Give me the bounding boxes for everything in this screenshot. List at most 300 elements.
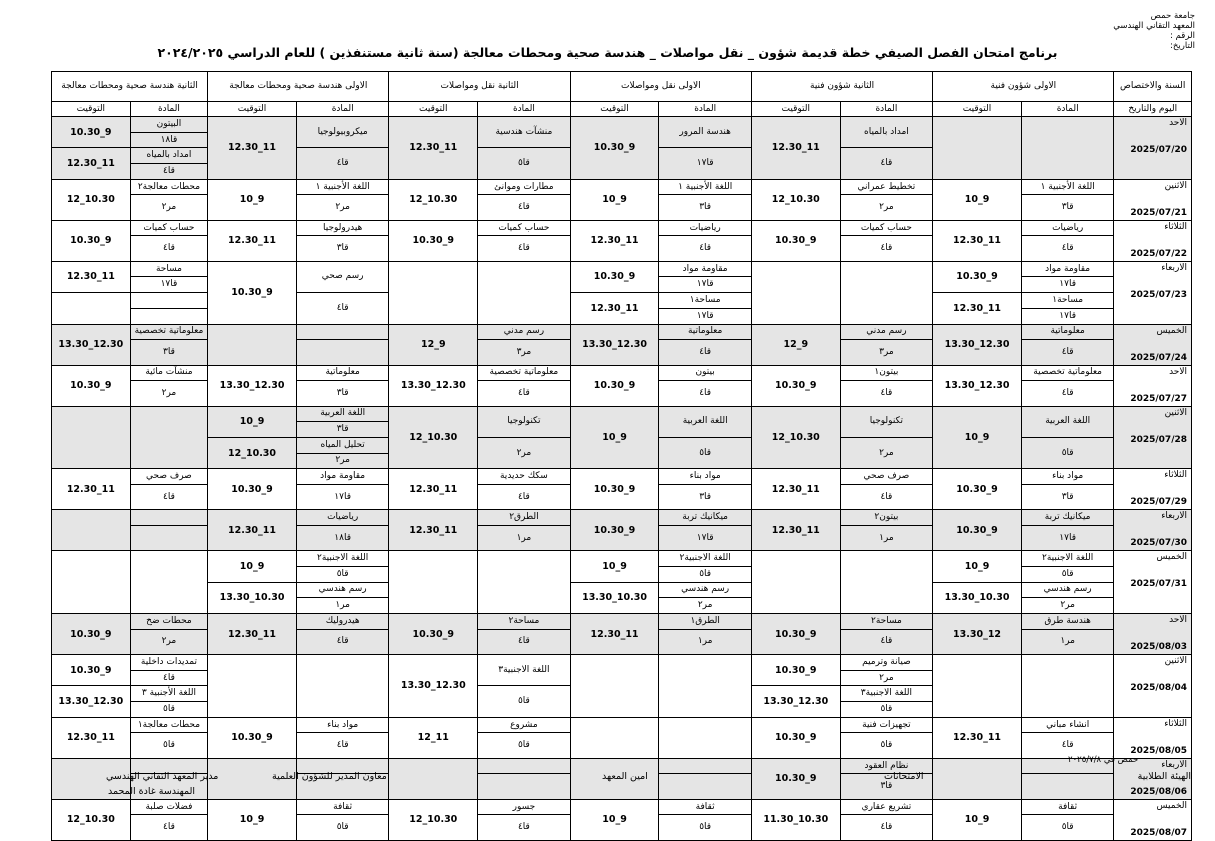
room-cell: قا٣ <box>659 195 752 220</box>
day-cell <box>1114 717 1192 758</box>
header-time: التوقيت <box>751 102 840 117</box>
room-cell: مر٢ <box>130 381 208 406</box>
header-year-specialty: السنة والاختصاص <box>1114 72 1192 102</box>
day-date: 2025/07/29 <box>1130 497 1187 508</box>
time-cell: 9_10.30 <box>52 117 131 148</box>
time-cell: 9_12 <box>751 324 840 365</box>
room-cell: قا٤ <box>130 164 208 180</box>
subject-cell: اللغة الاجنبية٣ <box>478 655 571 686</box>
room-cell: قا٤ <box>296 733 389 758</box>
subject-cell <box>296 655 389 718</box>
time-cell: 9_10 <box>208 551 297 582</box>
time-cell: 12_13.30 <box>933 614 1022 655</box>
subject-cell <box>296 324 389 340</box>
header-subject: المادة <box>840 102 933 117</box>
subject-cell: صيانة وترميم <box>840 655 933 671</box>
subject-cell: معلوماتية تخصصية <box>478 365 571 381</box>
subject-cell <box>478 551 571 614</box>
room-cell: قا٤ <box>478 195 571 220</box>
subject-cell <box>478 758 571 774</box>
header-time: التوقيت <box>52 102 131 117</box>
time-cell <box>52 406 131 469</box>
subject-cell: تشريع عقاري <box>840 799 933 815</box>
time-cell: 11_12.30 <box>389 117 478 180</box>
time-cell: 9_10 <box>570 406 659 469</box>
subject-cell: صرف صحي <box>840 469 933 485</box>
day-date: 2025/07/24 <box>1130 352 1187 363</box>
time-cell: 9_10.30 <box>52 365 131 406</box>
subject-cell: معلوماتية <box>1021 324 1114 340</box>
subject-cell <box>840 551 933 614</box>
subject-cell: مساحة١ <box>1021 293 1114 309</box>
room-cell: مر١ <box>296 598 389 614</box>
subject-cell: اللغة الاجنبية٣ <box>840 686 933 702</box>
room-cell: قا١٧ <box>1021 277 1114 293</box>
day-date: 2025/07/31 <box>1130 579 1187 590</box>
room-cell: قا٥ <box>840 702 933 718</box>
room-cell: قا٤ <box>1021 381 1114 406</box>
subject-cell <box>659 758 752 774</box>
room-cell: قا٥ <box>1021 437 1114 468</box>
time-cell: 9_10.30 <box>52 614 131 655</box>
room-cell: قا٤ <box>478 236 571 261</box>
room-cell: قا١٧ <box>659 308 752 324</box>
room-cell: مر٢ <box>130 629 208 654</box>
subject-cell: معلوماتية <box>659 324 752 340</box>
time-cell: 9_10.30 <box>751 614 840 655</box>
subject-cell: تكنولوجيا <box>478 406 571 437</box>
time-cell: 9_10 <box>933 799 1022 840</box>
time-cell: 12.30_13.30 <box>389 365 478 406</box>
room-cell: قا١٧ <box>659 277 752 293</box>
header-group: الاولى شؤون فنية <box>933 72 1114 102</box>
time-cell: 11_12.30 <box>52 717 131 758</box>
header-time: التوقيت <box>570 102 659 117</box>
room-cell <box>1021 774 1114 799</box>
time-cell: 10.30_12 <box>751 406 840 469</box>
time-cell: 9_10 <box>570 179 659 220</box>
room-cell: مر٢ <box>840 195 933 220</box>
time-cell: 12.30_13.30 <box>933 324 1022 365</box>
subject-cell: الطرق١ <box>659 614 752 630</box>
time-cell: 12.30_13.30 <box>570 324 659 365</box>
header-subject: المادة <box>478 102 571 117</box>
room-cell: مر٢ <box>840 670 933 686</box>
subject-cell: مساحة٢ <box>840 614 933 630</box>
time-cell: 10.30_13.30 <box>570 582 659 613</box>
subject-cell <box>840 261 933 324</box>
header-day-date: اليوم والتاريخ <box>1114 102 1192 117</box>
day-name: الاحد <box>1169 615 1187 625</box>
subject-cell: رسم هندسي <box>1021 582 1114 598</box>
room-cell: قا١٧ <box>296 484 389 509</box>
time-cell: 11_12.30 <box>208 117 297 180</box>
subject-cell: محطات معالجة٢ <box>130 179 208 195</box>
time-cell: 10.30_12 <box>389 406 478 469</box>
subject-cell: هيدرولوجيا <box>296 220 389 236</box>
time-cell: 10.30_12 <box>389 799 478 840</box>
subject-cell: محطات ضخ <box>130 614 208 630</box>
day-name: الاربعاء <box>1161 759 1187 770</box>
time-cell: 12.30_13.30 <box>52 686 131 717</box>
room-cell: قا٣ <box>296 381 389 406</box>
day-name: الاربعاء <box>1161 262 1187 273</box>
signature-deputy: معاون المدير للشؤون العلمية <box>272 771 387 782</box>
room-cell: قا٣ <box>296 236 389 261</box>
time-cell: 12.30_13.30 <box>751 686 840 717</box>
room-cell: قا٤ <box>130 484 208 509</box>
subject-cell: رسم هندسي <box>296 582 389 598</box>
day-name: الاثنين <box>1164 656 1187 666</box>
time-cell: 10.30_13.30 <box>933 582 1022 613</box>
day-name: الثلاثاء <box>1164 221 1187 232</box>
time-cell: 9_10.30 <box>751 365 840 406</box>
time-cell: 9_12 <box>389 324 478 365</box>
room-cell: قا٤ <box>296 148 389 179</box>
room-cell <box>659 774 752 799</box>
time-cell: 11_12.30 <box>933 717 1022 758</box>
time-cell: 10.30_12 <box>389 179 478 220</box>
day-name: الخميس <box>1156 800 1187 811</box>
time-cell: 9_10.30 <box>208 261 297 324</box>
day-date: 2025/08/06 <box>1130 786 1187 797</box>
day-date: 2025/07/28 <box>1130 434 1187 445</box>
subject-cell <box>1021 117 1114 180</box>
room-cell: قا٤ <box>840 629 933 654</box>
time-cell: 11_12.30 <box>570 220 659 261</box>
time-cell <box>52 551 131 614</box>
table-row <box>52 261 1192 277</box>
room-cell: قا١٧ <box>659 148 752 179</box>
time-cell: 9_10.30 <box>570 261 659 292</box>
subject-cell: امداد بالمياه <box>130 148 208 164</box>
room-cell: قا٥ <box>130 733 208 758</box>
day-name: الخميس <box>1156 552 1187 563</box>
day-date: 2025/08/07 <box>1130 827 1187 838</box>
day-cell <box>1114 551 1192 614</box>
time-cell: 9_10.30 <box>751 758 840 799</box>
day-name: الخميس <box>1156 325 1187 336</box>
subject-cell: مساحة١ <box>659 293 752 309</box>
subject-cell <box>130 406 208 469</box>
room-cell: مر٣ <box>840 340 933 365</box>
time-cell: 11_12.30 <box>751 117 840 180</box>
day-name: الثلاثاء <box>1164 470 1187 481</box>
room-cell: قا١٨ <box>296 525 389 550</box>
table-row <box>52 117 1192 133</box>
subject-cell: سكك حديدية <box>478 469 571 485</box>
subject-cell: اللغة الاجنبية٢ <box>296 551 389 567</box>
room-cell: قا٥ <box>478 686 571 717</box>
room-cell: مر٢ <box>296 453 389 469</box>
signature-secretary: امين المعهد <box>602 771 648 782</box>
room-cell: مر٢ <box>478 437 571 468</box>
subject-cell: رسم هندسي <box>659 582 752 598</box>
room-cell: قا٤ <box>659 236 752 261</box>
time-cell: 10.30_12 <box>751 179 840 220</box>
day-name: الاربعاء <box>1161 511 1187 522</box>
room-cell: مر١ <box>659 629 752 654</box>
time-cell <box>751 261 840 324</box>
time-cell: 11_12.30 <box>52 261 131 292</box>
room-cell: قا٤ <box>296 629 389 654</box>
time-cell: 12.30_13.30 <box>208 365 297 406</box>
day-cell <box>1114 614 1192 655</box>
subject-cell: بيتون٢ <box>840 510 933 526</box>
room-cell: قا٤ <box>130 236 208 261</box>
room-cell: مر٣ <box>478 340 571 365</box>
table-row <box>52 655 1192 671</box>
time-cell: 9_10.30 <box>751 717 840 758</box>
subject-cell: مساحة <box>130 261 208 277</box>
room-cell: قا٤ <box>478 815 571 840</box>
room-cell: مر١ <box>1021 629 1114 654</box>
day-date: 2025/07/20 <box>1130 145 1187 155</box>
subject-cell: اللغة الأجنبية ١ <box>1021 179 1114 195</box>
time-cell <box>52 510 131 551</box>
time-cell: 11_12 <box>389 717 478 758</box>
day-name: الاثنين <box>1164 407 1187 418</box>
room-cell: قا٤ <box>130 815 208 840</box>
room-cell: قا٤ <box>478 484 571 509</box>
room-cell: قا١٨ <box>130 132 208 148</box>
university-name: جامعة حمص <box>1150 11 1195 21</box>
time-cell: 9_10.30 <box>933 510 1022 551</box>
time-cell: 9_10.30 <box>933 261 1022 292</box>
time-cell <box>389 261 478 324</box>
day-date: 2025/08/05 <box>1130 745 1187 756</box>
subject-cell: حساب كميات <box>478 220 571 236</box>
room-cell: قا٥ <box>296 566 389 582</box>
subject-cell: اللغة العربية <box>659 406 752 437</box>
header-group: الثانية هندسة صحية ومحطات معالجة <box>52 72 208 102</box>
day-cell <box>1114 117 1192 180</box>
room-cell: قا٥ <box>1021 815 1114 840</box>
subject-cell: اللغة الأجنبية ٣ <box>130 686 208 702</box>
subject-cell: معلوماتية <box>296 365 389 381</box>
signature-exams: الامتحانات <box>884 771 924 782</box>
subject-cell: اللغة العربية <box>1021 406 1114 437</box>
subject-cell: منشآت هندسية <box>478 117 571 148</box>
day-cell <box>1114 220 1192 261</box>
time-cell: 9_10.30 <box>389 614 478 655</box>
day-cell <box>1114 469 1192 510</box>
room-cell: قا٥ <box>1021 566 1114 582</box>
place-and-date: حمص في ٢٠٢٥/٧/٨ <box>1068 755 1139 765</box>
time-cell: 9_10.30 <box>933 469 1022 510</box>
time-cell: 9_10.30 <box>52 220 131 261</box>
header-subject: المادة <box>130 102 208 117</box>
time-cell: 9_10.30 <box>751 655 840 686</box>
day-cell <box>1114 655 1192 718</box>
signature-students: الهيئة الطلابية <box>1137 771 1191 782</box>
time-cell: 11_12.30 <box>389 469 478 510</box>
subject-cell: الطرق٢ <box>478 510 571 526</box>
time-cell <box>208 324 297 365</box>
time-cell <box>751 551 840 614</box>
subject-cell: ميكروبيولوجيا <box>296 117 389 148</box>
room-cell: قا٤ <box>840 148 933 179</box>
time-cell: 11_12.30 <box>208 614 297 655</box>
time-cell: 10.30_12 <box>52 179 131 220</box>
subject-cell: حساب كميات <box>840 220 933 236</box>
header-subject: المادة <box>659 102 752 117</box>
table-row <box>52 551 1192 567</box>
room-cell: قا٥ <box>840 733 933 758</box>
subject-cell: منشآت مائية <box>130 365 208 381</box>
subject-cell: مطارات وموانئ <box>478 179 571 195</box>
time-cell: 9_10.30 <box>208 717 297 758</box>
subject-cell: رسم صحي <box>296 261 389 292</box>
day-cell <box>1114 799 1192 840</box>
day-cell <box>1114 324 1192 365</box>
time-cell: 9_10.30 <box>570 510 659 551</box>
time-cell: 9_10.30 <box>751 220 840 261</box>
day-date: 2025/07/30 <box>1130 538 1187 549</box>
subject-cell: تكنولوجيا <box>840 406 933 437</box>
time-cell: 11_12.30 <box>389 510 478 551</box>
time-cell <box>208 655 297 718</box>
room-cell: قا٥ <box>659 566 752 582</box>
room-cell: قا٤ <box>1021 340 1114 365</box>
time-cell: 12.30_13.30 <box>389 655 478 718</box>
subject-cell <box>130 551 208 614</box>
subject-cell <box>478 261 571 324</box>
subject-cell: فضلات صلبة <box>130 799 208 815</box>
subject-cell: امداد بالمياه <box>840 117 933 148</box>
reference-number-label: الرقم : <box>1170 31 1195 41</box>
subject-cell: اللغة الاجنبية٢ <box>659 551 752 567</box>
room-cell: مر٢ <box>1021 598 1114 614</box>
room-cell <box>130 308 208 324</box>
time-cell: 11_12.30 <box>52 469 131 510</box>
subject-cell <box>659 655 752 718</box>
subject-cell: مواد بناء <box>296 717 389 733</box>
time-cell <box>389 551 478 614</box>
room-cell: قا٣ <box>1021 484 1114 509</box>
header-subject: المادة <box>1021 102 1114 117</box>
room-cell: قا٤ <box>659 340 752 365</box>
time-cell: 9_10.30 <box>570 117 659 180</box>
subject-cell: بيتون <box>659 365 752 381</box>
day-date: 2025/07/27 <box>1130 393 1187 404</box>
subject-cell: ميكانيك تربة <box>1021 510 1114 526</box>
room-cell: قا٥ <box>296 815 389 840</box>
header-group: الثانية شؤون فنية <box>751 72 932 102</box>
room-cell: قا٥ <box>130 702 208 718</box>
subject-cell: مشروع <box>478 717 571 733</box>
subject-cell: رياضيات <box>1021 220 1114 236</box>
room-cell: قا٣ <box>296 422 389 438</box>
day-name: الثلاثاء <box>1164 718 1187 729</box>
room-cell: قا٣ <box>659 484 752 509</box>
header-subject: المادة <box>296 102 389 117</box>
time-cell: 9_10 <box>933 179 1022 220</box>
room-cell: مر١ <box>840 525 933 550</box>
room-cell: قا١٧ <box>1021 525 1114 550</box>
time-cell: 10.30_12 <box>52 799 131 840</box>
time-cell: 12.30_13.30 <box>933 365 1022 406</box>
subject-cell: مواد بناء <box>659 469 752 485</box>
header-group: الاولى نقل ومواصلات <box>570 72 751 102</box>
time-cell: 9_10 <box>933 551 1022 582</box>
day-cell <box>1114 510 1192 551</box>
table-row <box>52 582 1192 598</box>
subject-cell <box>130 510 208 526</box>
time-cell: 9_10 <box>208 179 297 220</box>
subject-cell: تمديدات داخلية <box>130 655 208 671</box>
time-cell: 11_12.30 <box>52 148 131 179</box>
subject-cell: هيدروليك <box>296 614 389 630</box>
room-cell <box>130 525 208 550</box>
date-label: التاريخ: <box>1170 41 1195 51</box>
subject-cell: مقاومة مواد <box>296 469 389 485</box>
room-cell: قا٤ <box>296 293 389 324</box>
room-cell: قا٥ <box>478 148 571 179</box>
subject-cell: هندسة طرق <box>1021 614 1114 630</box>
room-cell: قا٥ <box>659 437 752 468</box>
subject-cell: رسم مدني <box>840 324 933 340</box>
time-cell: 10.30_13.30 <box>208 582 297 613</box>
time-cell <box>52 293 131 324</box>
day-name: الاثنين <box>1164 180 1187 191</box>
room-cell: قا٣ <box>840 774 933 799</box>
subject-cell: تحليل المياه <box>296 437 389 453</box>
time-cell <box>933 117 1022 180</box>
subject-cell: تجهيزات فنية <box>840 717 933 733</box>
day-date: 2025/07/22 <box>1130 248 1187 259</box>
room-cell: قا٤ <box>130 670 208 686</box>
day-cell <box>1114 406 1192 469</box>
day-date: 2025/08/03 <box>1130 642 1187 652</box>
subject-cell: انشاء مباني <box>1021 717 1114 733</box>
time-cell: 11_12.30 <box>751 469 840 510</box>
room-cell: قا٤ <box>840 484 933 509</box>
time-cell: 9_10.30 <box>570 469 659 510</box>
subject-cell: مقاومة مواد <box>1021 261 1114 277</box>
signature-director-name: المهندسة غادة المحمد <box>108 786 196 797</box>
time-cell <box>933 655 1022 718</box>
subject-cell: اللغة العربية <box>296 406 389 422</box>
institute-name: المعهد التقاني الهندسي <box>1113 21 1195 31</box>
table-row <box>52 406 1192 422</box>
day-cell <box>1114 365 1192 406</box>
time-cell: 9_10 <box>208 406 297 437</box>
subject-cell: محطات معالجة١ <box>130 717 208 733</box>
time-cell <box>389 758 478 799</box>
subject-cell: مقاومة مواد <box>659 261 752 277</box>
time-cell: 9_10 <box>570 799 659 840</box>
subject-cell: معلوماتية تخصصية <box>130 324 208 340</box>
day-name: الاحد <box>1169 366 1187 377</box>
subject-cell: البيتون <box>130 117 208 133</box>
subject-cell: ثقافة <box>659 799 752 815</box>
time-cell: 10.30_12 <box>208 437 297 468</box>
room-cell: مر٢ <box>840 437 933 468</box>
header-time: التوقيت <box>933 102 1022 117</box>
time-cell: 12.30_13.30 <box>52 324 131 365</box>
subject-cell: اللغة الأجنبية ١ <box>296 179 389 195</box>
day-cell <box>1114 261 1192 324</box>
time-cell: 11_12.30 <box>933 293 1022 324</box>
room-cell: قا١٧ <box>659 525 752 550</box>
day-date: 2025/07/23 <box>1130 289 1187 300</box>
time-cell: 9_10 <box>570 551 659 582</box>
time-cell: 11_12.30 <box>208 220 297 261</box>
room-cell: قا٤ <box>840 815 933 840</box>
time-cell: 11_12.30 <box>570 614 659 655</box>
time-cell: 11_12.30 <box>751 510 840 551</box>
